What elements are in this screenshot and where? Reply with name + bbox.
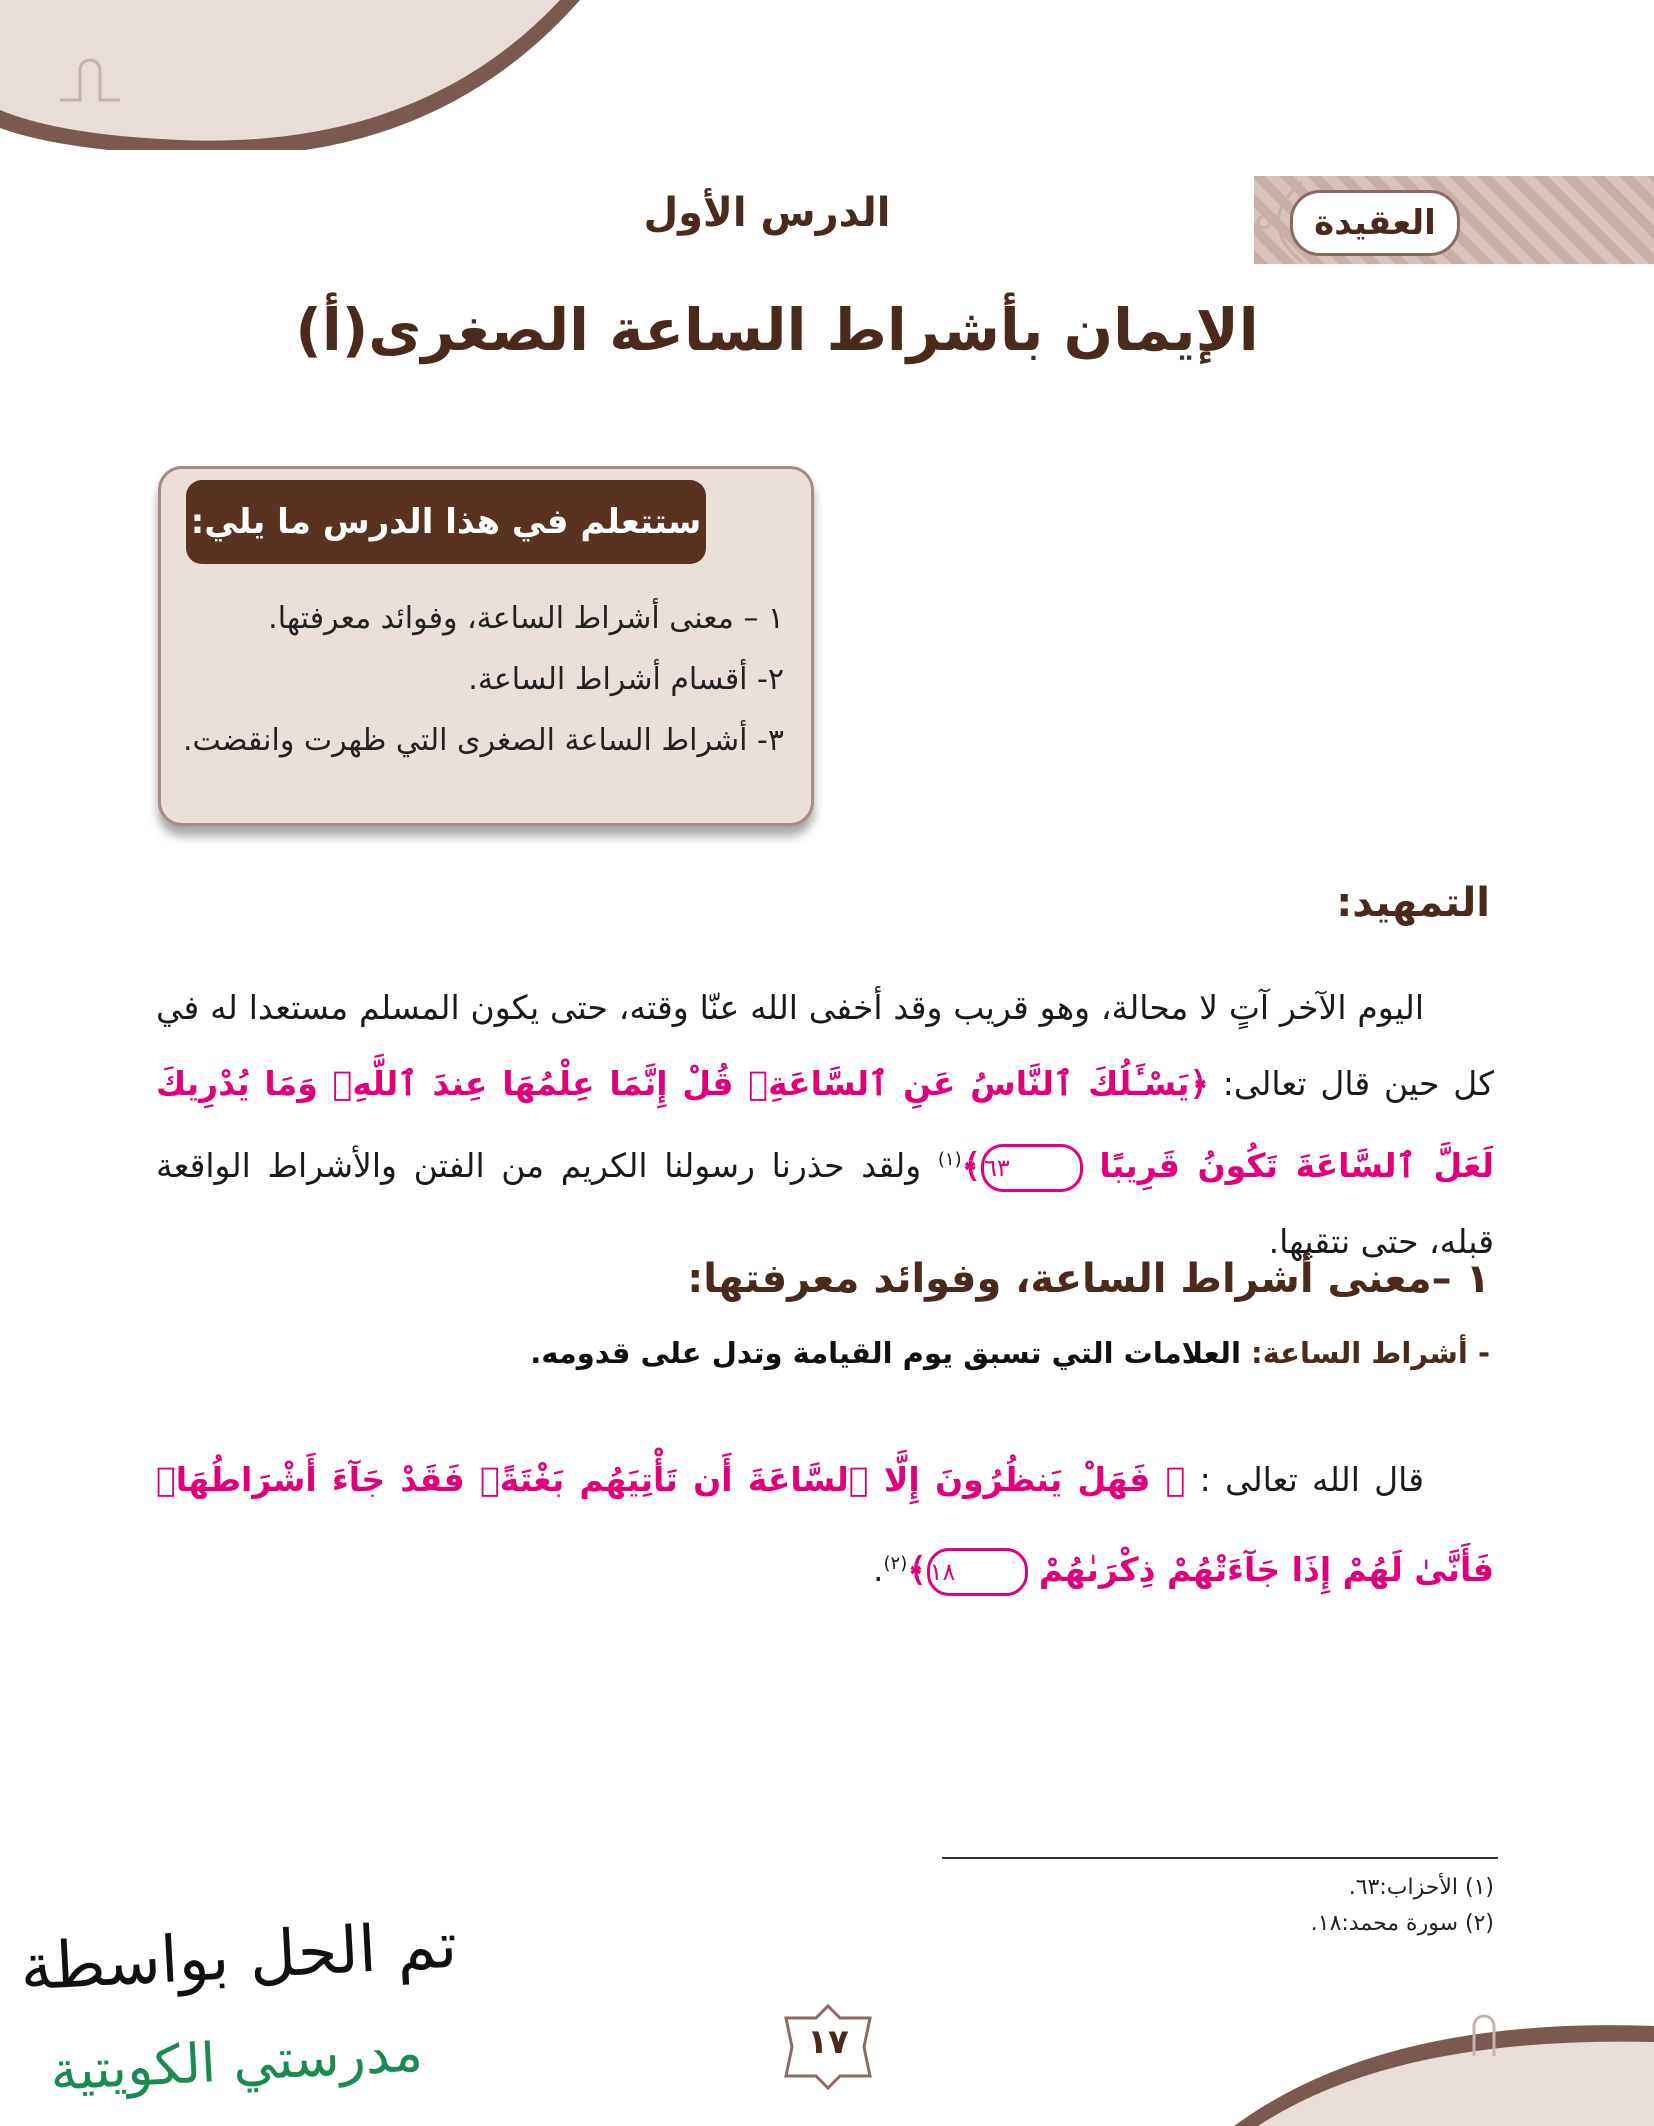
- ayah-number: ٦٣: [981, 1144, 1083, 1192]
- watermark-line1: تم الحل بواسطة: [18, 1908, 459, 2006]
- definition: [530, 1336, 1490, 1370]
- footnotes: [1311, 1870, 1494, 1942]
- ayah-number: ١٨: [927, 1548, 1029, 1596]
- footnote-item: (٢) سورة محمد:١٨.: [1310, 1911, 1494, 1936]
- footnote-divider: [942, 1857, 1498, 1859]
- verse-paragraph: [156, 1438, 1494, 1612]
- quran-verse: ﴿ فَهَلْ يَنظُرُونَ إِلَّا ٱلسَّاعَةَ أَن تَأْتِيَهُم بَغْتَةًۖ فَقَدْ جَآءَ أَشْرَاطُهَاۚ فَأَنَّىٰ لَهُمْ إِذَا جَآءَتْهُمْ ذِكْرَىٰهُمْ: [156, 1460, 1494, 1589]
- intro-paragraph: [156, 970, 1494, 1280]
- objective-item: ٢- أقسام أشراط الساعة.: [468, 662, 784, 697]
- top-corner-ornament: [0, 0, 580, 150]
- quran-close-bracket: ﴾: [907, 1550, 927, 1589]
- verse-intro: قال الله تعالى :: [1185, 1460, 1424, 1499]
- footnote-item: (١) الأحزاب:٦٣.: [1348, 1875, 1494, 1900]
- bottom-corner-ornament: [1234, 1986, 1654, 2126]
- footnote-ref: (١): [937, 1149, 962, 1170]
- page-number: ١٧: [807, 2022, 849, 2062]
- watermark-line2: مدرستي الكويتية: [48, 2020, 425, 2103]
- lesson-label: الدرس الأول: [643, 190, 891, 236]
- quran-verse: ﴿يَسْـَٔلُكَ ٱلنَّاسُ عَنِ ٱلسَّاعَةِۖ قُلْ إِنَّمَا عِلْمُهَا عِندَ ٱللَّهِۚ وَمَا يُدْرِيكَ لَعَلَّ ٱلسَّاعَةَ تَكُونُ قَرِيبًا: [156, 1064, 1494, 1185]
- footnote-ref: (٢): [883, 1553, 908, 1574]
- quran-close-bracket: ﴾: [961, 1146, 981, 1185]
- definition-term: - أشراط الساعة:: [1250, 1336, 1490, 1370]
- objectives-heading: ستتعلم في هذا الدرس ما يلي:: [186, 480, 706, 564]
- objective-item: ١ – معنى أشراط الساعة، وفوائد معرفتها.: [268, 601, 784, 636]
- intro-text-after: ولقد حذرنا رسولنا الكريم من الفتن والأشراط الواقعة قبله، حتى نتقيها.: [156, 1146, 1494, 1261]
- intro-heading: التمهيد:: [1336, 880, 1490, 926]
- lesson-title: الإيمان بأشراط الساعة الصغرى(أ): [295, 296, 1259, 364]
- subject-label: العقيدة: [1290, 190, 1460, 256]
- verse-end: .: [872, 1550, 884, 1589]
- definition-text: العلامات التي تسبق يوم القيامة وتدل على قدومه.: [530, 1336, 1251, 1370]
- section-heading: ١ –معنى أشراط الساعة، وفوائد معرفتها:: [687, 1256, 1490, 1302]
- objectives-list: [164, 588, 784, 771]
- objective-item: ٣- أشراط الساعة الصغرى التي ظهرت وانقضت.: [182, 723, 784, 758]
- intro-text-before: اليوم الآخر آتٍ لا محالة، وهو قريب وقد أخفى الله عنّا وقته، حتى يكون المسلم مستعدا له في كل حين قال تعالى:: [156, 988, 1494, 1103]
